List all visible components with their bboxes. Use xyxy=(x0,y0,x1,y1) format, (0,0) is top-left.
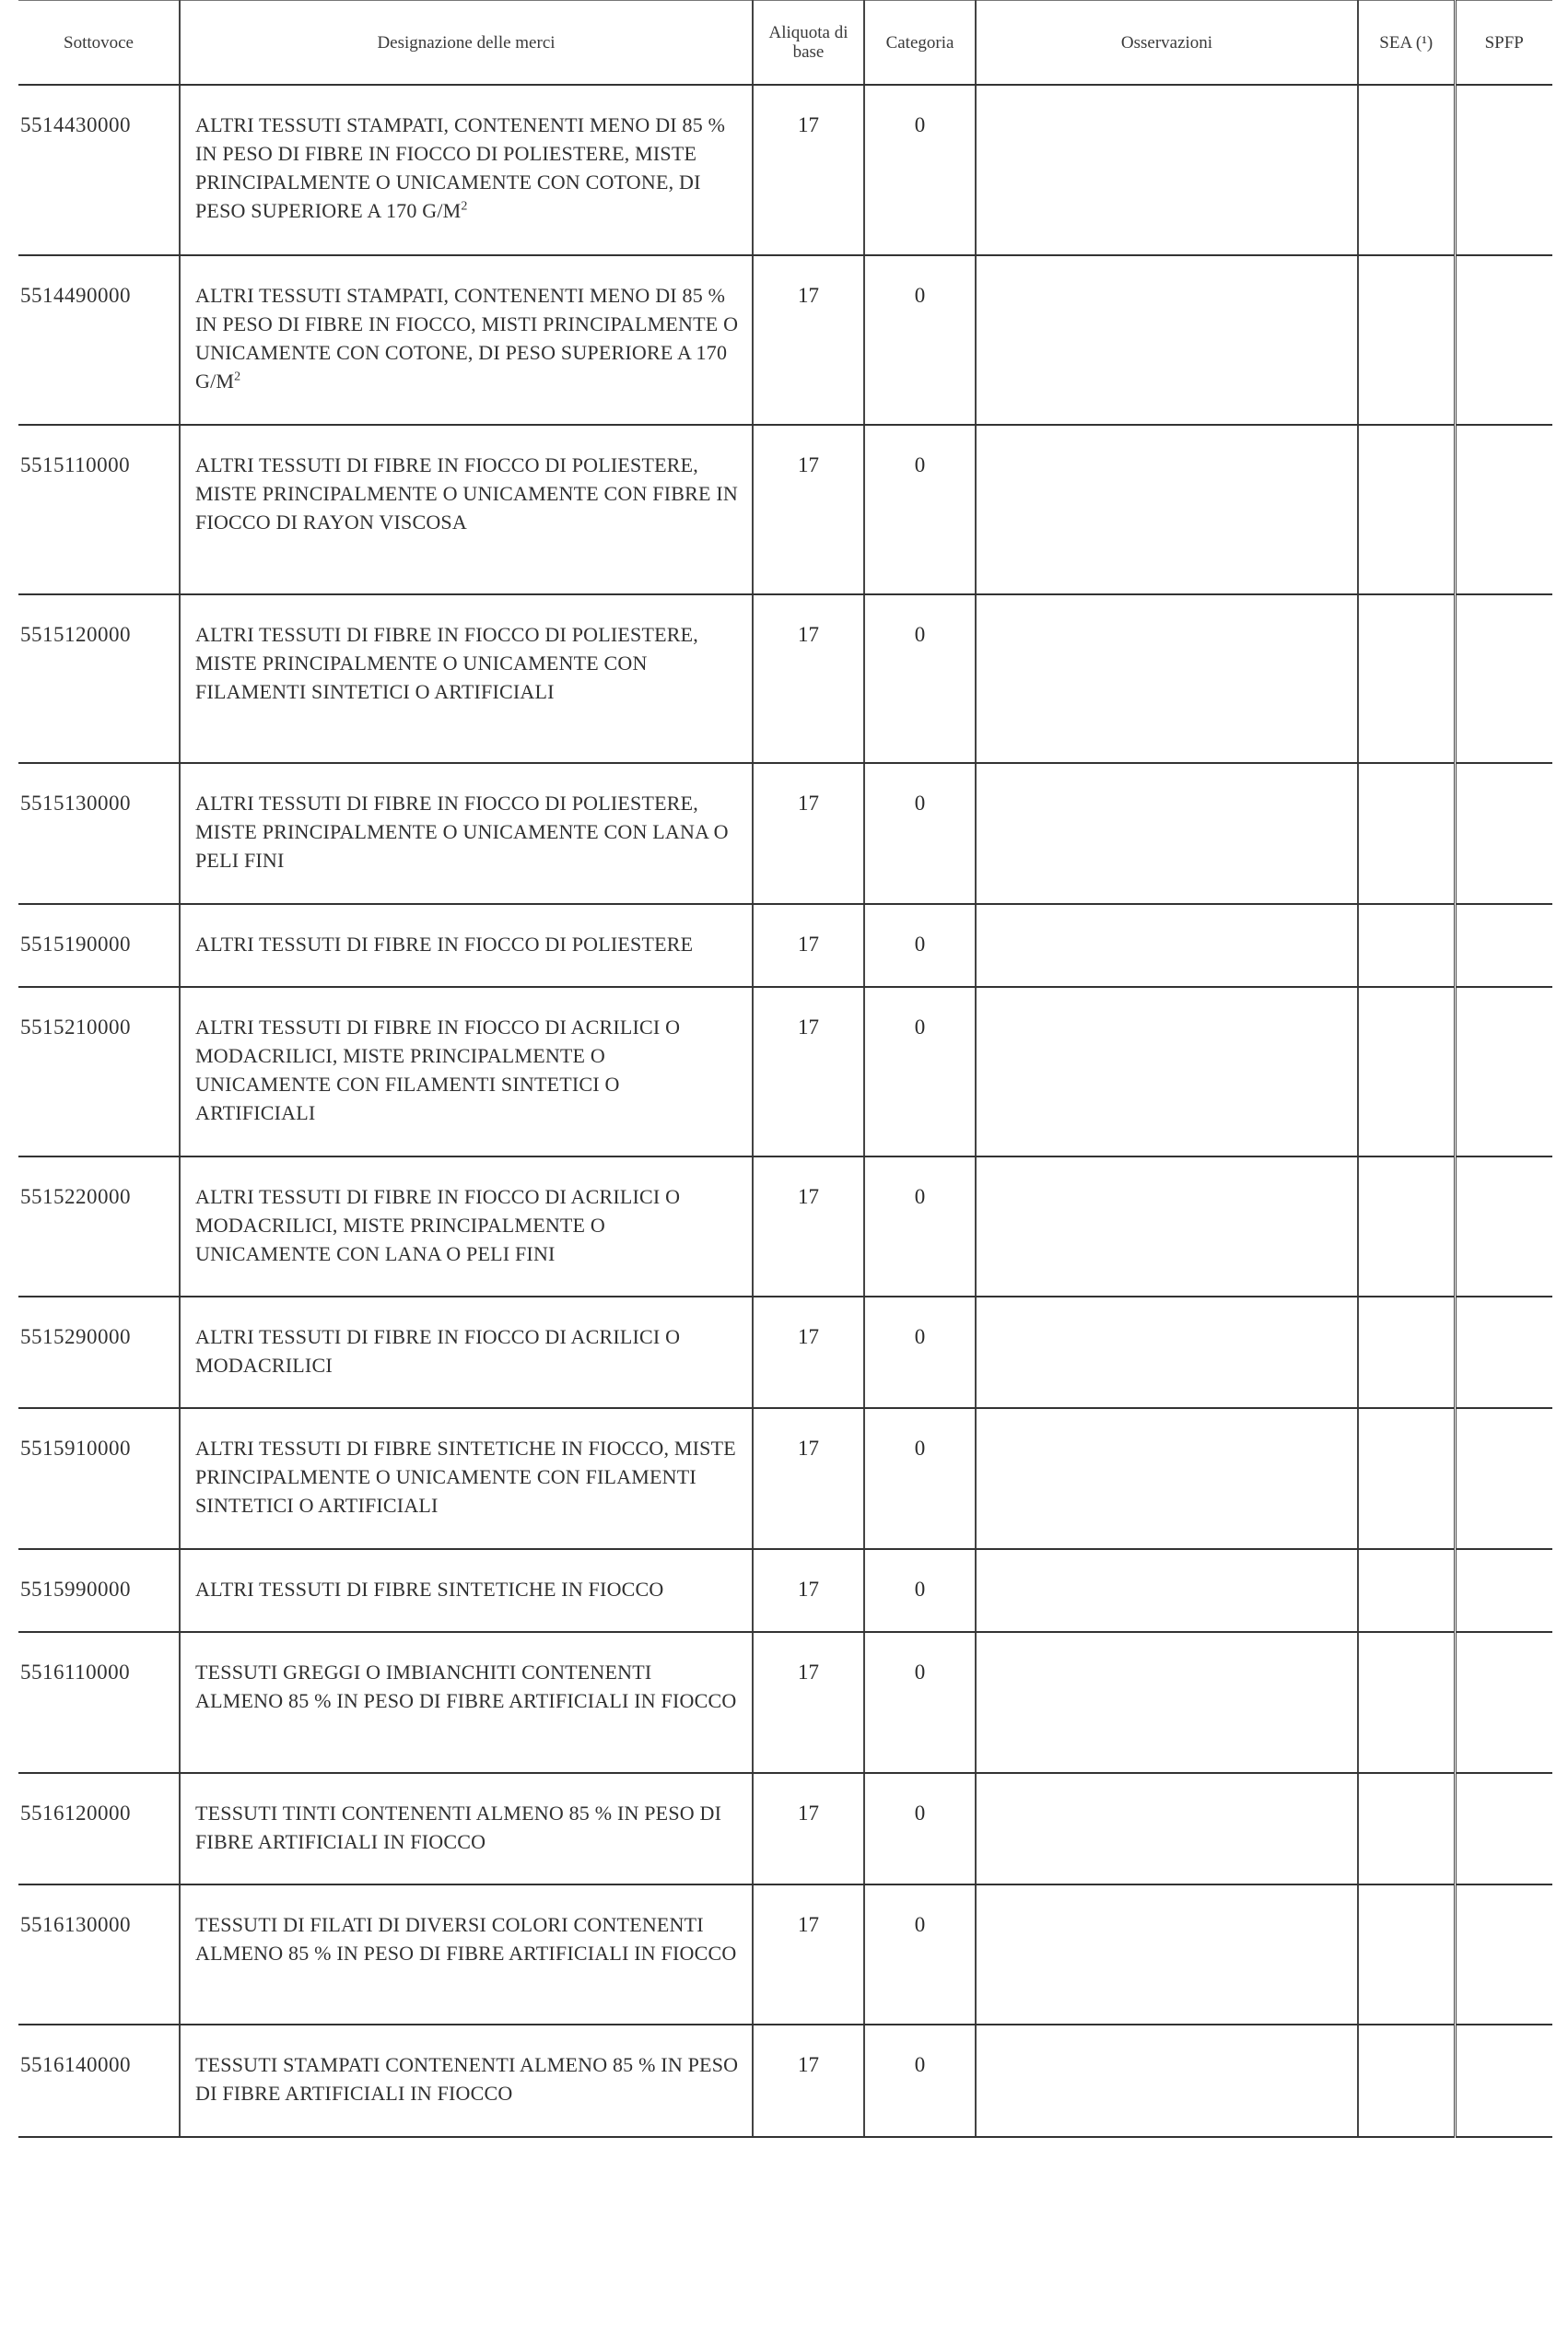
cell-designazione xyxy=(180,425,753,594)
cell-aliquota-text: 17 xyxy=(798,1325,819,1348)
cell-categoria-text: 0 xyxy=(914,284,926,307)
table-row xyxy=(18,2025,1552,2137)
cell-designazione xyxy=(180,1408,753,1549)
cell-designazione xyxy=(180,763,753,904)
cell-designazione xyxy=(180,1549,753,1632)
cell-sottovoce xyxy=(18,425,180,594)
cell-sottovoce-text: 5516120000 xyxy=(20,1802,131,1825)
cell-sottovoce xyxy=(18,594,180,763)
cell-categoria xyxy=(864,85,976,255)
cell-designazione-text: ALTRI TESSUTI DI FIBRE IN FIOCCO DI ACRILICI O MODACRILICI, MISTE PRINCIPALMENTE O UNICAMENTE CON LANA O PELI FINI xyxy=(195,1185,681,1265)
table-row xyxy=(18,425,1552,594)
cell-sottovoce xyxy=(18,987,180,1156)
cell-designazione xyxy=(180,1884,753,2025)
cell-sottovoce xyxy=(18,1408,180,1549)
cell-designazione-text: TESSUTI STAMPATI CONTENENTI ALMENO 85 % IN PESO DI FIBRE ARTIFICIALI IN FIOCCO xyxy=(195,2053,739,2105)
cell-aliquota xyxy=(753,763,864,904)
cell-sottovoce xyxy=(18,255,180,425)
cell-categoria-text: 0 xyxy=(914,1661,926,1684)
cell-designazione-text: ALTRI TESSUTI DI FIBRE IN FIOCCO DI POLIESTERE xyxy=(195,933,694,956)
cell-spfp xyxy=(1455,255,1552,425)
cell-aliquota xyxy=(753,904,864,987)
cell-osservazioni xyxy=(976,85,1358,255)
cell-designazione xyxy=(180,904,753,987)
cell-sottovoce xyxy=(18,904,180,987)
cell-categoria-text: 0 xyxy=(914,1185,926,1208)
table-row xyxy=(18,1773,1552,1884)
cell-sea xyxy=(1358,85,1455,255)
cell-osservazioni xyxy=(976,1884,1358,2025)
table-row xyxy=(18,85,1552,255)
table-row xyxy=(18,1297,1552,1408)
cell-osservazioni xyxy=(976,425,1358,594)
cell-categoria-text: 0 xyxy=(914,933,926,956)
cell-designazione-text: ALTRI TESSUTI DI FIBRE IN FIOCCO DI POLIESTERE, MISTE PRINCIPALMENTE O UNICAMENTE CON FILAMENTI SINTETICI O ARTIFICIALI xyxy=(195,623,698,703)
cell-aliquota-text: 17 xyxy=(798,792,819,815)
header-row xyxy=(18,1,1552,86)
cell-designazione-text: TESSUTI GREGGI O IMBIANCHITI CONTENENTI ALMENO 85 % IN PESO DI FIBRE ARTIFICIALI IN FIOCCO xyxy=(195,1661,737,1712)
cell-aliquota-text: 17 xyxy=(798,1802,819,1825)
cell-sottovoce-text: 5515220000 xyxy=(20,1185,131,1208)
cell-categoria-text: 0 xyxy=(914,1802,926,1825)
header-sottovoce: Sottovoce xyxy=(18,1,180,86)
cell-designazione xyxy=(180,987,753,1156)
cell-categoria xyxy=(864,763,976,904)
cell-sea xyxy=(1358,594,1455,763)
cell-osservazioni xyxy=(976,2025,1358,2137)
cell-sea xyxy=(1358,255,1455,425)
cell-sottovoce xyxy=(18,2025,180,2137)
cell-sottovoce-text: 5515120000 xyxy=(20,623,131,646)
cell-designazione xyxy=(180,594,753,763)
cell-sottovoce-text: 5514430000 xyxy=(20,113,131,136)
cell-categoria-text: 0 xyxy=(914,1913,926,1936)
cell-categoria xyxy=(864,2025,976,2137)
superscript: 2 xyxy=(461,199,468,214)
cell-sottovoce-text: 5515190000 xyxy=(20,933,131,956)
cell-sea xyxy=(1358,987,1455,1156)
cell-spfp xyxy=(1455,1884,1552,2025)
cell-osservazioni xyxy=(976,1773,1358,1884)
cell-designazione-text: TESSUTI TINTI CONTENENTI ALMENO 85 % IN PESO DI FIBRE ARTIFICIALI IN FIOCCO xyxy=(195,1802,722,1853)
cell-sea xyxy=(1358,763,1455,904)
cell-sottovoce-text: 5515210000 xyxy=(20,1016,131,1039)
cell-aliquota xyxy=(753,594,864,763)
cell-spfp xyxy=(1455,1549,1552,1632)
cell-designazione xyxy=(180,1297,753,1408)
cell-sea xyxy=(1358,2025,1455,2137)
cell-sea xyxy=(1358,1156,1455,1297)
cell-sottovoce xyxy=(18,1632,180,1773)
cell-designazione xyxy=(180,1773,753,1884)
cell-categoria xyxy=(864,1632,976,1773)
cell-aliquota xyxy=(753,987,864,1156)
cell-categoria xyxy=(864,987,976,1156)
cell-sottovoce-text: 5514490000 xyxy=(20,284,131,307)
cell-categoria xyxy=(864,1297,976,1408)
cell-sottovoce xyxy=(18,763,180,904)
table-body xyxy=(18,85,1552,2137)
table-row xyxy=(18,1156,1552,1297)
cell-sottovoce xyxy=(18,1297,180,1408)
header-aliquota: Aliquota di base xyxy=(753,1,864,86)
cell-sea xyxy=(1358,425,1455,594)
cell-sea xyxy=(1358,1297,1455,1408)
cell-categoria-text: 0 xyxy=(914,1437,926,1460)
cell-aliquota-text: 17 xyxy=(798,1913,819,1936)
cell-spfp xyxy=(1455,425,1552,594)
cell-aliquota-text: 17 xyxy=(798,1661,819,1684)
cell-categoria xyxy=(864,1549,976,1632)
cell-spfp xyxy=(1455,1297,1552,1408)
cell-sottovoce xyxy=(18,85,180,255)
cell-designazione xyxy=(180,85,753,255)
cell-sottovoce-text: 5515130000 xyxy=(20,792,131,815)
cell-spfp xyxy=(1455,904,1552,987)
header-sea: SEA (¹) xyxy=(1358,1,1455,86)
cell-aliquota xyxy=(753,1632,864,1773)
cell-sottovoce-text: 5515990000 xyxy=(20,1578,131,1601)
cell-spfp xyxy=(1455,1156,1552,1297)
cell-aliquota xyxy=(753,1884,864,2025)
cell-spfp xyxy=(1455,987,1552,1156)
cell-spfp xyxy=(1455,594,1552,763)
cell-osservazioni xyxy=(976,594,1358,763)
cell-sea xyxy=(1358,1773,1455,1884)
cell-sea xyxy=(1358,1408,1455,1549)
cell-sottovoce-text: 5515910000 xyxy=(20,1437,131,1460)
cell-sottovoce xyxy=(18,1884,180,2025)
cell-sea xyxy=(1358,1884,1455,2025)
cell-designazione-text: TESSUTI DI FILATI DI DIVERSI COLORI CONTENENTI ALMENO 85 % IN PESO DI FIBRE ARTIFICIALI IN FIOCCO xyxy=(195,1913,737,1965)
cell-aliquota xyxy=(753,1297,864,1408)
cell-osservazioni xyxy=(976,1408,1358,1549)
cell-aliquota xyxy=(753,1549,864,1632)
cell-aliquota xyxy=(753,1408,864,1549)
cell-aliquota-text: 17 xyxy=(798,933,819,956)
header-designazione: Designazione delle merci xyxy=(180,1,753,86)
cell-sottovoce-text: 5516130000 xyxy=(20,1913,131,1936)
cell-aliquota-text: 17 xyxy=(798,284,819,307)
header-categoria: Categoria xyxy=(864,1,976,86)
cell-aliquota-text: 17 xyxy=(798,1185,819,1208)
cell-categoria xyxy=(864,1884,976,2025)
cell-designazione-text: ALTRI TESSUTI DI FIBRE IN FIOCCO DI POLIESTERE, MISTE PRINCIPALMENTE O UNICAMENTE CON LANA O PELI FINI xyxy=(195,792,729,872)
cell-categoria-text: 0 xyxy=(914,1325,926,1348)
cell-sottovoce-text: 5516140000 xyxy=(20,2053,131,2076)
cell-categoria xyxy=(864,1773,976,1884)
cell-sottovoce-text: 5516110000 xyxy=(20,1661,131,1684)
superscript: 2 xyxy=(234,370,241,384)
cell-aliquota-text: 17 xyxy=(798,1578,819,1601)
cell-aliquota-text: 17 xyxy=(798,1016,819,1039)
header-spfp: SPFP xyxy=(1455,1,1552,86)
cell-osservazioni xyxy=(976,763,1358,904)
cell-designazione-text: ALTRI TESSUTI STAMPATI, CONTENENTI MENO DI 85 % IN PESO DI FIBRE IN FIOCCO, MISTI PRINCIPALMENTE O UNICAMENTE CON COTONE, DI PESO SUPERIORE A 170 G/M xyxy=(195,284,739,393)
cell-aliquota xyxy=(753,425,864,594)
cell-categoria-text: 0 xyxy=(914,2053,926,2076)
cell-osservazioni xyxy=(976,987,1358,1156)
table-row xyxy=(18,1549,1552,1632)
cell-categoria xyxy=(864,1156,976,1297)
cell-sea xyxy=(1358,1549,1455,1632)
cell-aliquota-text: 17 xyxy=(798,1437,819,1460)
cell-aliquota-text: 17 xyxy=(798,623,819,646)
cell-sea xyxy=(1358,904,1455,987)
table-row xyxy=(18,255,1552,425)
cell-spfp xyxy=(1455,1632,1552,1773)
header-osservazioni: Osservazioni xyxy=(976,1,1358,86)
cell-sottovoce xyxy=(18,1549,180,1632)
cell-aliquota xyxy=(753,85,864,255)
cell-osservazioni xyxy=(976,1156,1358,1297)
table-row xyxy=(18,904,1552,987)
cell-designazione xyxy=(180,2025,753,2137)
cell-categoria xyxy=(864,904,976,987)
cell-spfp xyxy=(1455,763,1552,904)
table-row xyxy=(18,1632,1552,1773)
cell-spfp xyxy=(1455,85,1552,255)
cell-aliquota-text: 17 xyxy=(798,2053,819,2076)
cell-categoria-text: 0 xyxy=(914,453,926,476)
cell-sottovoce xyxy=(18,1773,180,1884)
cell-osservazioni xyxy=(976,1549,1358,1632)
cell-aliquota xyxy=(753,1773,864,1884)
cell-categoria-text: 0 xyxy=(914,623,926,646)
cell-designazione xyxy=(180,255,753,425)
tariff-table xyxy=(18,0,1552,2138)
cell-designazione-text: ALTRI TESSUTI DI FIBRE IN FIOCCO DI POLIESTERE, MISTE PRINCIPALMENTE O UNICAMENTE CON FIBRE IN FIOCCO DI RAYON VISCOSA xyxy=(195,453,738,534)
document-page xyxy=(18,0,1552,2138)
cell-designazione-text: ALTRI TESSUTI DI FIBRE SINTETICHE IN FIOCCO, MISTE PRINCIPALMENTE O UNICAMENTE CON FILAMENTI SINTETICI O ARTIFICIALI xyxy=(195,1437,736,1517)
cell-osservazioni xyxy=(976,904,1358,987)
cell-designazione-text: ALTRI TESSUTI DI FIBRE SINTETICHE IN FIOCCO xyxy=(195,1578,664,1601)
cell-osservazioni xyxy=(976,1297,1358,1408)
cell-spfp xyxy=(1455,1773,1552,1884)
cell-categoria-text: 0 xyxy=(914,792,926,815)
cell-designazione xyxy=(180,1156,753,1297)
cell-aliquota-text: 17 xyxy=(798,113,819,136)
cell-aliquota xyxy=(753,2025,864,2137)
table-header xyxy=(18,1,1552,86)
cell-designazione xyxy=(180,1632,753,1773)
table-row xyxy=(18,763,1552,904)
cell-sottovoce xyxy=(18,1156,180,1297)
cell-categoria xyxy=(864,255,976,425)
cell-designazione-text: ALTRI TESSUTI STAMPATI, CONTENENTI MENO DI 85 % IN PESO DI FIBRE IN FIOCCO DI POLIESTERE, MISTE PRINCIPALMENTE O UNICAMENTE CON COTONE, DI PESO SUPERIORE A 170 G/M xyxy=(195,113,726,222)
table-row xyxy=(18,1408,1552,1549)
table-row xyxy=(18,987,1552,1156)
cell-osservazioni xyxy=(976,1632,1358,1773)
cell-categoria-text: 0 xyxy=(914,1578,926,1601)
cell-categoria xyxy=(864,1408,976,1549)
cell-spfp xyxy=(1455,2025,1552,2137)
cell-sottovoce-text: 5515110000 xyxy=(20,453,131,476)
table-row xyxy=(18,1884,1552,2025)
cell-designazione-text: ALTRI TESSUTI DI FIBRE IN FIOCCO DI ACRILICI O MODACRILICI, MISTE PRINCIPALMENTE O UNICAMENTE CON FILAMENTI SINTETICI O ARTIFICIALI xyxy=(195,1016,681,1124)
cell-sea xyxy=(1358,1632,1455,1773)
cell-categoria-text: 0 xyxy=(914,113,926,136)
cell-categoria-text: 0 xyxy=(914,1016,926,1039)
cell-aliquota xyxy=(753,1156,864,1297)
cell-osservazioni xyxy=(976,255,1358,425)
cell-aliquota-text: 17 xyxy=(798,453,819,476)
cell-aliquota xyxy=(753,255,864,425)
cell-spfp xyxy=(1455,1408,1552,1549)
cell-categoria xyxy=(864,594,976,763)
table-row xyxy=(18,594,1552,763)
cell-sottovoce-text: 5515290000 xyxy=(20,1325,131,1348)
cell-categoria xyxy=(864,425,976,594)
cell-designazione-text: ALTRI TESSUTI DI FIBRE IN FIOCCO DI ACRILICI O MODACRILICI xyxy=(195,1325,681,1377)
